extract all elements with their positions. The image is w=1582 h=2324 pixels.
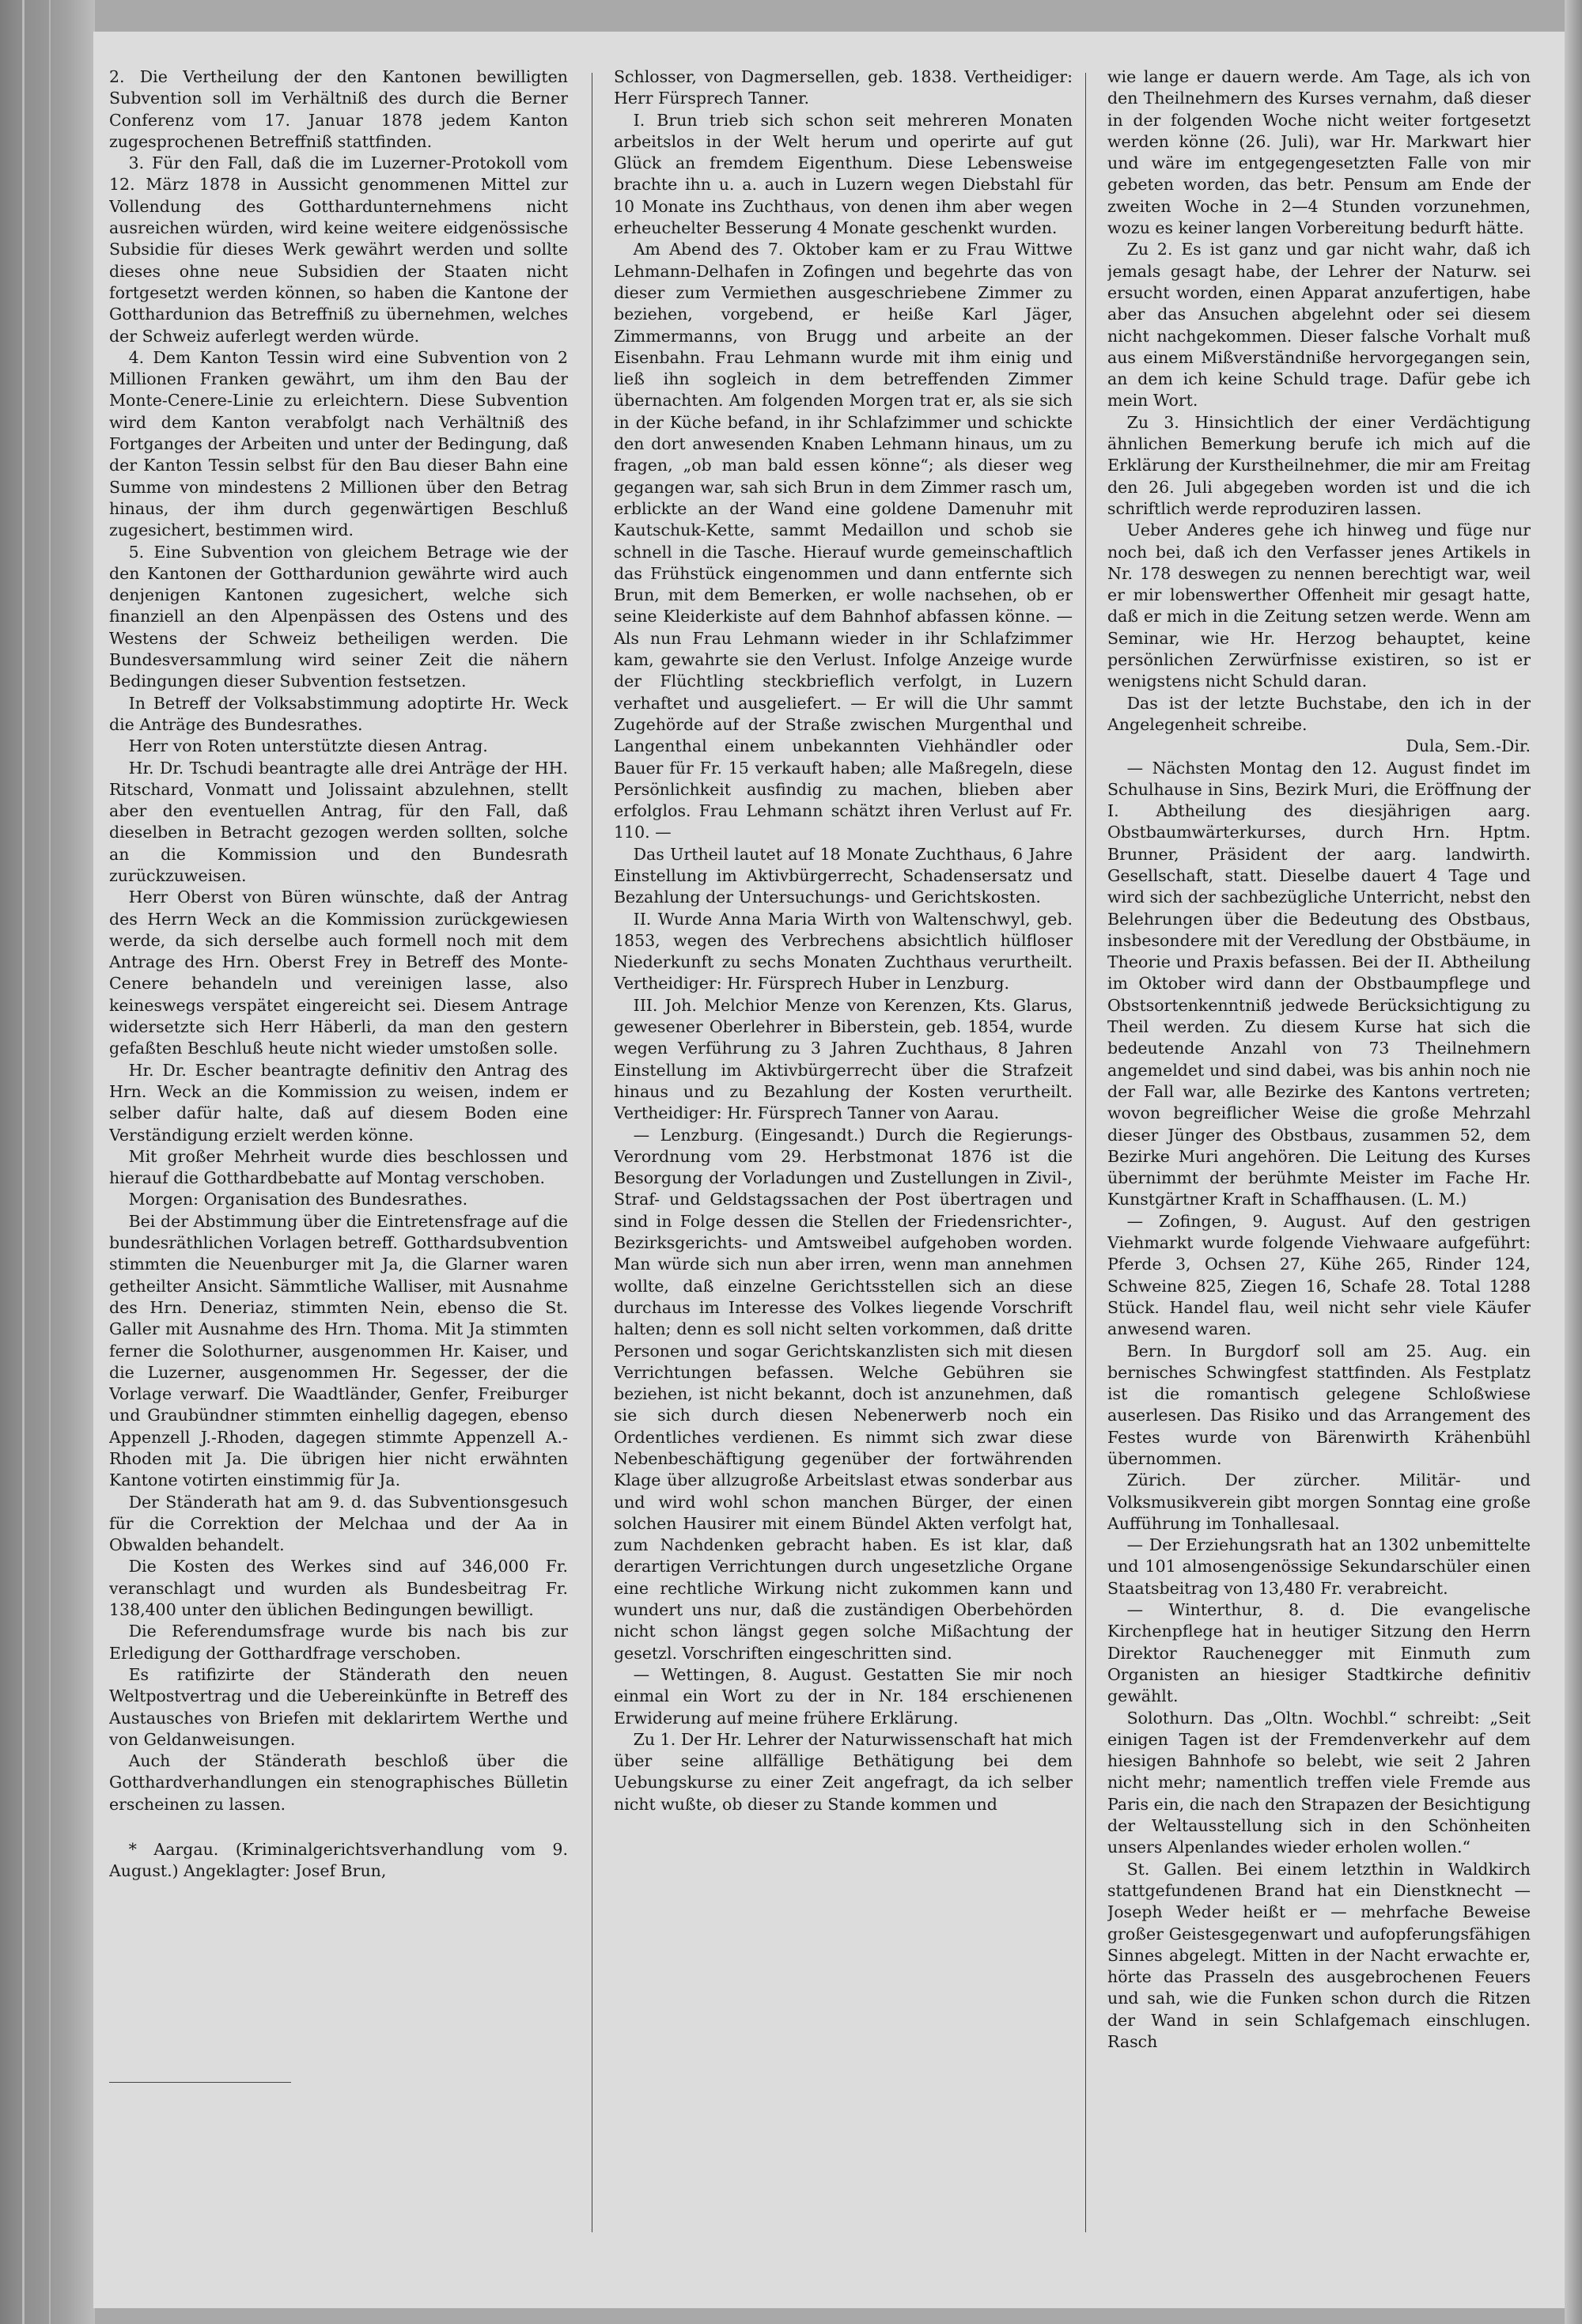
signature: Dula, Sem.-Dir. [1406, 736, 1531, 756]
paragraph: III. Joh. Melchior Menze von Kerenzen, Kts. Glarus, gewesener Oberlehrer in Biberstein, geb. 1854, wurde wegen Verführung zu 3 Jahren Zuchthaus, 8 Jahren Einstellung im Aktivbürgerrecht über die Strafzeit hinaus und zu Bezahlung der Kosten verurtheilt. Vertheidiger: Hr. Fürsprech Tanner von Aarau. [614, 995, 1073, 1123]
paragraph: Herr Oberst von Büren wünschte, daß der Antrag des Herrn Weck an die Kommission zurückgewiesen werde, da sich derselbe auch formell noch mit dem Antrage des Hrn. Oberst Frey in Betreff des Monte-Cenere behandeln und vereinigen lasse, also keineswegs verspätet eingereicht sei. Diesem Antrage widersetzte sich Herr Häberli, da man den gestern gefaßten Beschluß heute nicht wieder umstoßen solle. [109, 888, 568, 1058]
section-heading: Morgen: Organisation des Bundesrathes. [128, 1190, 468, 1209]
paragraph: 4. Dem Kanton Tessin wird eine Subvention von 2 Millionen Franken gewährt, um ihm den Bau der Monte-Cenere-Linie zu erleichtern. Diese Subvention wird dem Kanton verabfolgt nach Verhältniß des Fortganges der Arbeiten und unter der Bedingung, daß der Kanton Tessin selbst für den Bau dieser Bahn eine Summe von mindestens 2 Millionen über den Betrag hinaus, der ihm durch gegenwärtigen Beschluß zugesichert, bestimmen wird. [109, 347, 568, 540]
scan-right-edge [1565, 0, 1582, 2324]
paragraph: Die Referendumsfrage wurde bis nach bis zur Erledigung der Gotthardfrage verschoben. [109, 1622, 568, 1663]
paragraph: Auch der Ständerath beschloß über die Gotthardverhandlungen ein stenographisches Bülletin erscheinen zu lassen. [109, 1751, 568, 1814]
column-2 [614, 66, 1073, 2202]
paragraph: — Wettingen, 8. August. Gestatten Sie mir noch einmal ein Wort zu der in Nr. 184 erschienenen Erwiderung auf meine frühere Erklärung. [614, 1664, 1073, 1728]
paragraph: Zu 2. Es ist ganz und gar nicht wahr, daß ich jemals gesagt habe, der Lehrer der Naturw. sei ersucht worden, einen Apparat anzufertigen, habe aber das Ansuchen abgelehnt oder sei diesem nicht nachgekommen. Dieser falsche Vorhalt muß aus einem Mißverständniße hervorgegangen sein, an dem ich keine Schuld trage. Dafür gebe ich mein Wort. [1107, 240, 1531, 411]
paragraph: 5. Eine Subvention von gleichem Betrage wie der den Kantonen der Gotthardunion gewährte wird auch denjenigen Kantonen zugesichert, welche sich finanziell an den Alpenpässen des Ostens und des Westens der Schweiz betheiligen werden. Die Bundesversammlung wird seiner Zeit die nähern Bedingungen dieser Subvention festsetzen. [109, 542, 568, 691]
column-divider-2 [1085, 73, 1086, 2232]
paragraph: — Der Erziehungsrath hat an 1302 unbemittelte und 101 almosengenössige Sekundarschüler einen Staatsbeitrag von 13,480 Fr. verabreicht. [1107, 1535, 1531, 1598]
paragraph: Die Kosten des Werkes sind auf 346,000 Fr. veranschlagt und wurden als Bundesbeitrag Fr. 138,400 unter den üblichen Bedingungen bewilligt. [109, 1557, 568, 1620]
paragraph: I. Brun trieb sich schon seit mehreren Monaten arbeitslos in der Welt herum und operirte auf gut Glück an fremdem Eigenthum. Diese Lebensweise brachte ihn u. a. auch in Luzern wegen Diebstahl für 10 Monate ins Zuchthaus, von denen ihm aber wegen erheuchelter Besserung 4 Monate geschenkt wurden. [614, 110, 1073, 238]
column-1 [109, 66, 568, 2202]
paragraph: Ueber Anderes gehe ich hinweg und füge nur noch bei, daß ich den Verfasser jenes Artikels in Nr. 178 deswegen zu nennen berechtigt war, weil er mir lobenswerther Offenheit mir gesagt hatte, daß er mich in die Zeitung setzen werde. Wenn am Seminar, wie Hr. Herzog behauptet, keine persönlichen Zerwürfnisse existiren, so ist er wenigstens nicht Schuld daran. [1107, 520, 1531, 691]
paragraph: Das ist der letzte Buchstabe, den ich in der Angelegenheit schreibe. [1107, 693, 1531, 734]
section-gap [109, 1815, 568, 1839]
paragraph: II. Wurde Anna Maria Wirth von Waltenschwyl, geb. 1853, wegen des Verbrechens absichtlich hülfloser Niederkunft zu sechs Monaten Zuchthaus verurtheilt. Vertheidiger: Hr. Fürsprech Huber in Lenzburg. [614, 909, 1073, 994]
paragraph: Schlosser, von Dagmersellen, geb. 1838. Vertheidiger: Herr Fürsprech Tanner. [614, 67, 1073, 108]
paragraph: wie lange er dauern werde. Am Tage, als ich von den Theilnehmern des Kurses vernahm, daß dieser in der folgenden Woche nicht weiter fortgesetzt werden könne (26. Juli), war Hr. Markwart hier und wäre im entgegengesetzten Falle von mir gebeten worden, das betr. Pensum am Ende der zweiten Woche in 2—4 Stunden vorzunehmen, wozu es keiner langen Vorbereitung bedurft hätte. [1107, 67, 1531, 238]
scan-binding-edge [0, 0, 95, 2324]
paragraph: Am Abend des 7. Oktober kam er zu Frau Wittwe Lehmann-Delhafen in Zofingen und begehrte das von dieser zum Vermiethen ausgeschriebene Zimmer zu beziehen, vorgebend, er heiße Karl Jäger, Zimmermanns, von Brugg und arbeite an der Eisenbahn. Frau Lehmann wurde mit ihm einig und ließ ihn sogleich in dem betreffenden Zimmer übernachten. Am folgenden Morgen trat er, als sie sich in der Küche befand, in ihr Schlafzimmer und schickte den dort anwesenden Knaben Lehmann hinaus, um zu fragen, „ob man bald essen könne“; als dieser weg gegangen war, sah sich Brun in dem Zimmer rasch um, erblickte an der Wand eine goldene Damenuhr mit Kautschuk-Kette, sammt Medaillon und schob sie schnell in die Tasche. Hierauf wurde gemeinschaftlich das Frühstück eingenommen und dann entfernte sich Brun, mit dem Bemerken, er wolle nachsehen, ob er seine Kleiderkiste auf dem Bahnhof abfassen könne. — Als nun Frau Lehmann wieder in ihr Schlafzimmer kam, gewahrte sie den Verlust. Infolge Anzeige wurde der Flüchtling steckbrieflich verfolgt, in Luzern verhaftet und ausgeliefert. — Er will die Uhr sammt Zugehörde auf der Straße zwischen Murgenthal und Langenthal einem unbekannten Viehhändler oder Bauer für Fr. 15 verkauft haben; alle Maßregeln, diese Persönlichkeit ausfindig zu machen, blieben aber erfolglos. Frau Lehmann schätzt ihren Verlust auf Fr. 110. — [614, 240, 1073, 842]
paragraph: Bei der Abstimmung über die Eintretensfrage auf die bundesräthlichen Vorlagen betreff. Gotthardsubvention stimmten die Neuenburger mit Ja, die Glarner waren getheilter Ansicht. Sämmtliche Walliser, mit Ausnahme des Hrn. Deneriaz, stimmten Nein, ebenso die St. Galler mit Ausnahme des Hrn. Thoma. Mit Ja stimmten ferner die Solothurner, ausgenommen Hr. Kaiser, und die Luzerner, ausgenommen Hr. Segesser, der die Vorlage verwarf. Die Waadtländer, Genfer, Freiburger und Graubündner stimmten einhellig dagegen, ebenso Appenzell J.-Rhoden, dagegen stimmte Appenzell A.-Rhoden mit Ja. Die übrigen hier nicht erwähnten Kantone votirten einstimmig für Ja. [109, 1211, 568, 1490]
paragraph: 3. Für den Fall, daß die im Luzerner-Protokoll vom 12. März 1878 in Aussicht genommenen Mittel zur Vollendung des Gotthardunternehmens nicht ausreichen würden, wird keine weitere eidgenössische Subsidie für dieses Werk gewährt werden und sollte dieses ohne neue Subsidien der Staaten nicht fortgesetzt werden können, so haben die Kantone der Gotthardunion das Betreffniß zu übernehmen, welches der Schweiz auferlegt werden würde. [109, 153, 568, 346]
paragraph: Es ratifizirte der Ständerath den neuen Weltpostvertrag und die Uebereinkünfte in Betreff des Austausches von Briefen mit deklarirtem Werthe und von Geldanweisungen. [109, 1664, 568, 1749]
paragraph: Herr von Roten unterstützte diesen Antrag. [128, 736, 488, 756]
paragraph: Hr. Dr. Escher beantragte definitiv den Antrag des Hrn. Weck an die Kommission zu weisen, indem er selber dafür halte, daß auf diesem Boden eine Verständigung erzielt werden könne. [109, 1060, 568, 1145]
paragraph: St. Gallen. Bei einem letzthin in Waldkirch stattgefundenen Brand hat ein Dienstknecht — Joseph Weder heißt er — mehrfache Beweise großer Geistesgegenwart und aufopferungsfähigen Sinnes abgelegt. Mitten in der Nacht erwachte er, hörte das Prasseln des ausgebrochenen Feuers und sah, wie die Funken schon durch die Ritzen der Wand in sein Schlafgemach einschlugen. Rasch [1107, 1859, 1531, 2052]
paragraph: Das Urtheil lautet auf 18 Monate Zuchthaus, 6 Jahre Einstellung im Aktivbürgerrecht, Schadensersatz und Bezahlung der Untersuchungs- und Gerichtskosten. [614, 844, 1073, 907]
paragraph: * Aargau. (Kriminalgerichtsverhandlung vom 9. August.) Angeklagter: Josef Brun, [109, 1840, 568, 1881]
column-3 [1107, 66, 1531, 2202]
paragraph: Zu 3. Hinsichtlich der einer Verdächtigung ähnlichen Bemerkung berufe ich mich auf die Erklärung der Kurstheilnehmer, die mir am Freitag den 26. Juli abgegeben worden ist und die ich schriftlich werde reproduziren lassen. [1107, 412, 1531, 518]
paragraph: Der Ständerath hat am 9. d. das Subventionsgesuch für die Correktion der Melchaa und der Aa in Obwalden behandelt. [109, 1492, 568, 1555]
paragraph: 2. Die Vertheilung der den Kantonen bewilligten Subvention soll im Verhältniß des durch die Berner Conferenz vom 17. Januar 1878 jedem Kanton zugesprochenen Betreffniß stattfinden. [109, 67, 568, 151]
paragraph: Zu 1. Der Hr. Lehrer der Naturwissenschaft hat mich über seine allfällige Bethätigung bei dem Uebungskurse zu einer Zeit angefragt, da ich selber nicht wußte, ob dieser zu Stande kommen und [614, 1729, 1073, 1814]
paragraph: — Winterthur, 8. d. Die evangelische Kirchenpflege hat in heutiger Sitzung den Herrn Direktor Rauchenegger mit Einmuth zum Organisten an hiesiger Stadtkirche definitiv gewählt. [1107, 1600, 1531, 1706]
footnote-rule [109, 2082, 291, 2083]
paragraph: Hr. Dr. Tschudi beantragte alle drei Anträge der HH. Ritschard, Vonmatt und Jolissaint abzulehnen, stellt aber den eventuellen Antrag, für den Fall, daß dieselben in Betracht gezogen werden sollten, solche an die Kommission und den Bundesrath zurückzuweisen. [109, 758, 568, 885]
paragraph: Mit großer Mehrheit wurde dies beschlossen und hierauf die Gotthardbebatte auf Montag verschoben. [109, 1146, 568, 1188]
paragraph: Bern. In Burgdorf soll am 25. Aug. ein bernisches Schwingfest stattfinden. Als Festplatz ist die romantisch gelegene Schloßwiese auserlesen. Das Risiko und das Arrangement des Festes wurde von Bärenwirth Krähenbühl übernommen. [1107, 1341, 1531, 1468]
paragraph: Zürich. Der zürcher. Militär- und Volksmusikverein gibt morgen Sonntag eine große Aufführung im Tonhallesaal. [1107, 1470, 1531, 1533]
paragraph: — Lenzburg. (Eingesandt.) Durch die Regierungs-Verordnung vom 29. Herbstmonat 1876 ist die Besorgung der Vorladungen und Zustellungen in Zivil-, Straf- und Geldstagssachen der Post übertragen und sind in Folge dessen die Stellen der Friedensrichter-, Bezirksgerichts- und Amtsweibel aufgehoben worden. Man würde sich nun aber irren, wenn man annehmen wollte, daß einzelne Gerichtsstellen sich an diese durchaus im Interesse des Volkes liegende Vorschrift halten; denn es soll nicht selten vorkommen, daß dritte Personen und sogar Gerichtskanzlisten sich mit diesen Verrichtungen befassen. Welche Gebühren sie beziehen, ist nicht bekannt, doch ist anzunehmen, daß sie sich durch diesen Nebenerwerb noch ein Ordentliches verdienen. Es nimmt sich zwar diese Nebenbeschäftigung gegenüber der fortwährenden Klage über allzugroße Arbeitslast etwas sonderbar aus und wird wohl schon manchen Bürger, der einen solchen Hausirer mit einem Bündel Akten verfolgt hat, zum Nachdenken gebracht haben. Es ist klar, daß derartigen Verrichtungen durch ungesetzliche Organe eine rechtliche Wirkung nicht zukommen kann und wundert uns nur, daß die zuständigen Oberbehörden nicht schon längst gegen solche Mißachtung der gesetzl. Vorschriften eingeschritten sind. [614, 1125, 1073, 1663]
paragraph: — Nächsten Montag den 12. August findet im Schulhause in Sins, Bezirk Muri, die Eröffnung der I. Abtheilung des diesjährigen aarg. Obstbaumwärterkurses, durch Hrn. Hptm. Brunner, Präsident der aarg. landwirth. Gesellschaft, statt. Dieselbe dauert 4 Tage und wird sich der sachbezügliche Unterricht, nebst den Belehrungen über die Bedeutung des Obstbaus, insbesondere mit der Veredlung der Obstbäume, in Theorie und Praxis befassen. Bei der II. Abtheilung im Oktober wird dann der Obstbaumpflege und Obstsortenkenntniß jedwede Berücksichtigung zu Theil werden. Zu diesem Kurse hat sich die bedeutende Anzahl von 73 Theilnehmern angemeldet und sind dabei, was bis anhin noch nie der Fall war, alle Bezirke des Kantons vertreten; wovon begreiflicher Weise die große Mehrzahl dieser Jünger des Obstbaus, zusammen 52, dem Bezirke Muri angehören. Die Leitung des Kurses übernimmt der berühmte Meister im Fache Hr. Kunstgärtner Kraft in Schaffhausen. (L. M.) [1107, 758, 1531, 1209]
paragraph: Solothurn. Das „Oltn. Wochbl.“ schreibt: „Seit einigen Tagen ist der Fremdenverkehr auf dem hiesigen Bahnhofe so belebt, wie seit 2 Jahren nicht mehr; namentlich treffen viele Fremde aus Paris ein, die nach den Strapazen der Besichtigung der Weltausstellung sich in den Schönheiten unsers Alpenlandes wieder erholen wollen.“ [1107, 1708, 1531, 1857]
paragraph: In Betreff der Volksabstimmung adoptirte Hr. Weck die Anträge des Bundesrathes. [109, 693, 568, 734]
paragraph: — Zofingen, 9. August. Auf den gestrigen Viehmarkt wurde folgende Viehwaare aufgeführt: Pferde 3, Ochsen 27, Kühe 265, Rinder 124, Schweine 825, Ziegen 16, Schafe 28. Total 1288 Stück. Handel flau, weil nicht sehr viele Käufer anwesend waren. [1107, 1211, 1531, 1339]
